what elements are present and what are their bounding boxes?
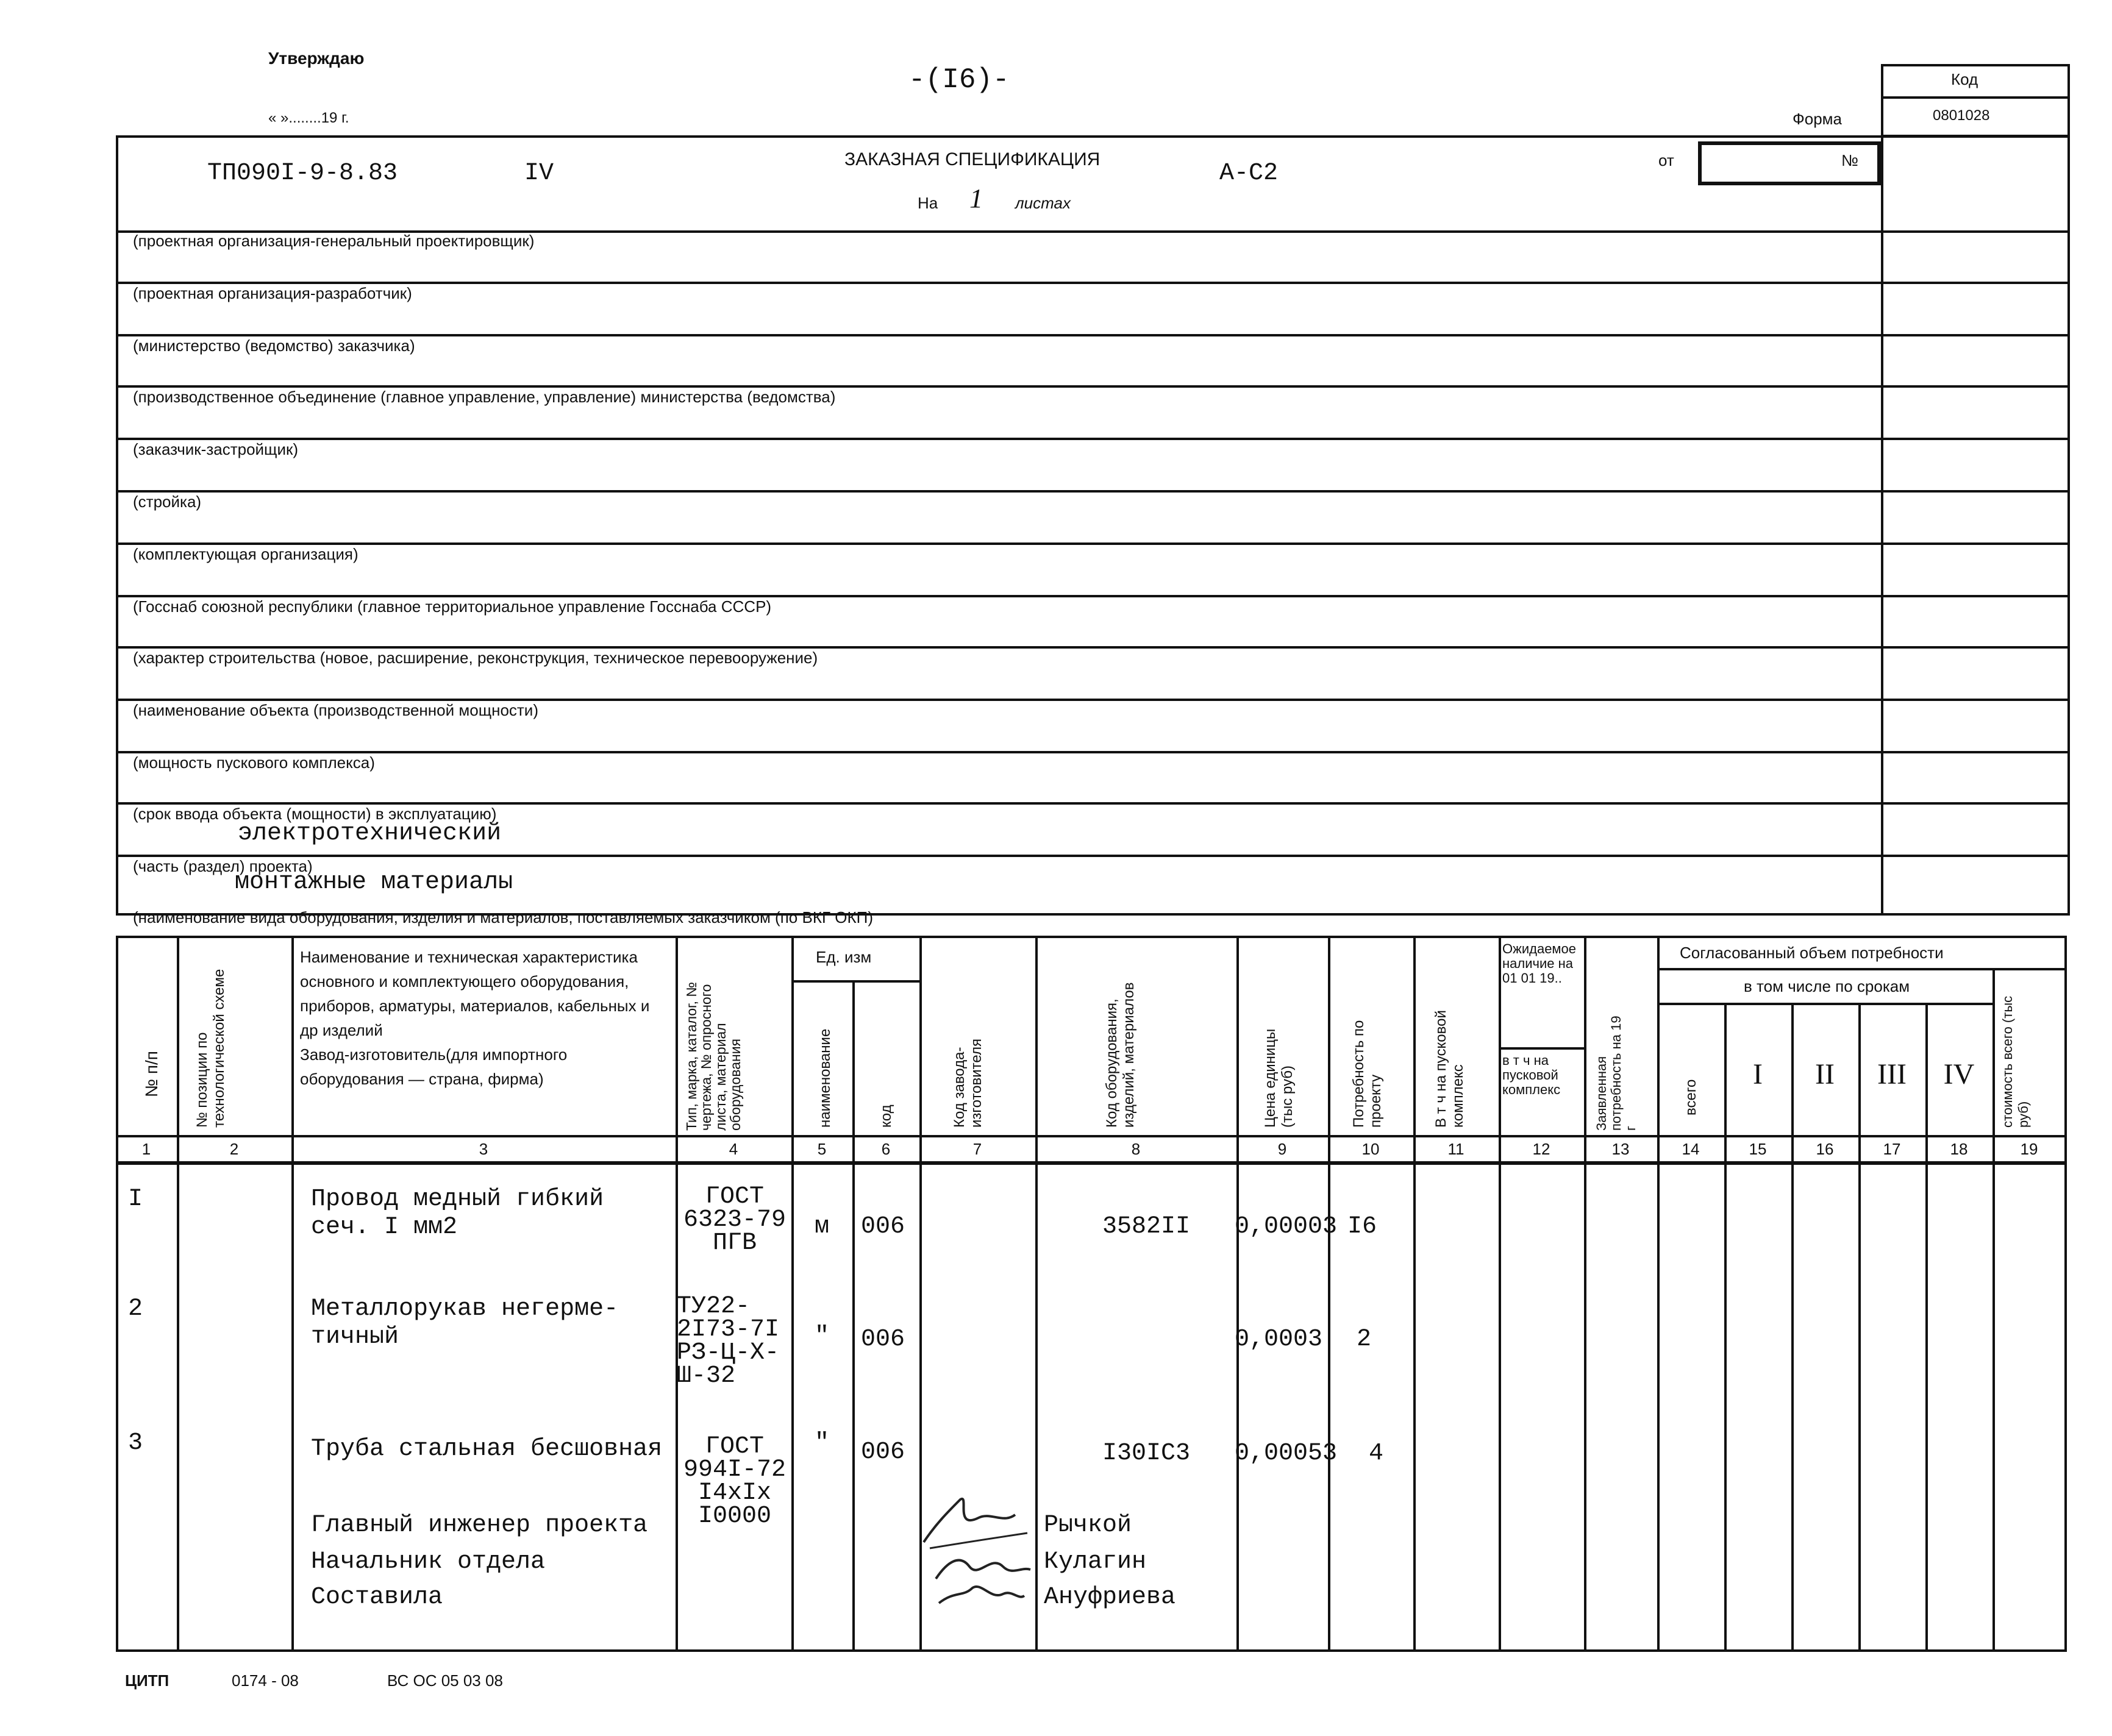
volume-label: IV xyxy=(524,160,554,187)
col-14-header: всего xyxy=(1683,1079,1699,1115)
row-1-name: Провод медный гибкий сеч. I мм2 xyxy=(311,1186,604,1241)
col-8-header: Код оборудования, изделий, материалов xyxy=(1104,982,1137,1128)
col-7-header: Код завода-изготовителя xyxy=(951,1039,985,1128)
col-12-bottom-header: в т ч на пусковой комплекс xyxy=(1502,1053,1561,1097)
row-2-num: 2 xyxy=(128,1295,143,1323)
col-number: 5 xyxy=(817,1140,827,1158)
spec-form-frame xyxy=(116,135,2070,916)
row-1-need: I6 xyxy=(1347,1213,1377,1240)
col-6-header: код xyxy=(878,1105,894,1128)
col-number: 9 xyxy=(1277,1140,1287,1158)
signature-name-compiler: Ануфриева xyxy=(1044,1584,1176,1611)
field-customer: (заказчик-застройщик) xyxy=(133,440,298,458)
col-19-header: стоимость всего (тыс руб) xyxy=(2000,995,2031,1128)
field-construction: (стройка) xyxy=(133,493,202,511)
row-2-need: 2 xyxy=(1357,1326,1372,1353)
col-5-header: наименование xyxy=(817,1028,833,1128)
col-number: 13 xyxy=(1611,1140,1630,1158)
row-3-num: 3 xyxy=(128,1429,143,1457)
signature-name-department-head: Кулагин xyxy=(1044,1548,1147,1576)
row-3-code: 006 xyxy=(861,1439,905,1466)
field-object-name: (наименование объекта (производственной мощности) xyxy=(133,701,538,719)
row-1-code: 006 xyxy=(861,1213,905,1240)
row-2-unit: " xyxy=(814,1323,829,1350)
row-3-type: ГОСТ 994I-72 I4xIx I0000 xyxy=(683,1433,787,1530)
row-1-num: I xyxy=(128,1186,143,1213)
handwritten-signatures xyxy=(912,1475,1046,1615)
col-12-top-header: Ожидаемое наличие на 01 01 19.. xyxy=(1502,941,1577,986)
spec-id: А-С2 xyxy=(1219,160,1279,187)
field-general-designer: (проектная организация-генеральный проектировщик) xyxy=(133,232,535,250)
sheets-suffix: листах xyxy=(1015,194,1071,212)
row-1-type: ГОСТ 6323-79 ПГВ xyxy=(683,1183,787,1257)
sheets-prefix: На xyxy=(918,194,938,212)
col-15-header: I xyxy=(1753,1058,1763,1090)
col-number: 1 xyxy=(141,1140,151,1158)
col-9-header: Цена единицы (тыс руб) xyxy=(1262,1028,1296,1128)
signature-role-department-head: Начальник отдела xyxy=(311,1548,546,1576)
col-number: 19 xyxy=(2020,1140,2038,1158)
kod-label: Код xyxy=(1951,70,1978,88)
row-1-item-code: 3582II xyxy=(1102,1213,1191,1240)
row-1-price: 0,00003 xyxy=(1235,1213,1338,1240)
field-capacity: (мощность пускового комплекса) xyxy=(133,753,375,772)
doc-code: ТП090I-9-8.83 xyxy=(207,160,398,187)
row-3-name: Труба стальная бесшовная xyxy=(311,1435,663,1463)
field-commissioning: (срок ввода объекта (мощности) в эксплуатацию) xyxy=(133,805,497,823)
forma-code: 0801028 xyxy=(1933,107,1990,124)
footer-code-2: ВС ОС 05 03 08 xyxy=(387,1671,503,1690)
col-number: 3 xyxy=(479,1140,488,1158)
sheets-count: 1 xyxy=(969,183,983,213)
col-number: 6 xyxy=(881,1140,891,1158)
row-3-price: 0,00053 xyxy=(1235,1440,1338,1467)
field-construction-type: (характер строительства (новое, расширение, реконструкция, техническое перевооружение) xyxy=(133,649,818,667)
signature-name-chief-engineer: Рычкой xyxy=(1044,1512,1132,1539)
col-number: 16 xyxy=(1816,1140,1834,1158)
ot-label: от xyxy=(1658,151,1674,169)
row-2-type: ТУ22- 2I73-7I РЗ-Ц-Х- Ш-32 xyxy=(677,1293,780,1390)
col-number: 4 xyxy=(729,1140,738,1158)
col-number: 12 xyxy=(1532,1140,1550,1158)
row-2-code: 006 xyxy=(861,1326,905,1353)
number-label: № xyxy=(1841,151,1858,169)
col-15-group-header: в том числе по срокам xyxy=(1744,977,1910,995)
col-number: 18 xyxy=(1950,1140,1968,1158)
field-production-association: (производственное объединение (главное управление, управление) министерства (ведомства) xyxy=(133,388,836,406)
col-18-header: IV xyxy=(1943,1058,1975,1090)
row-3-need: 4 xyxy=(1369,1440,1384,1467)
col-number: 7 xyxy=(972,1140,982,1158)
row-1-unit: м xyxy=(814,1213,829,1240)
page-number: -(I6)- xyxy=(908,64,1010,96)
footer-code-1: 0174 - 08 xyxy=(232,1671,299,1690)
row-3-item-code: I30IC3 xyxy=(1102,1440,1191,1467)
col-number: 14 xyxy=(1682,1140,1700,1158)
approve-label: Утверждаю xyxy=(268,49,365,68)
signature-role-chief-engineer: Главный инженер проекта xyxy=(311,1512,648,1539)
field-supplier: (комплектующая организация) xyxy=(133,545,359,563)
field-ministry: (министерство (ведомство) заказчика) xyxy=(133,336,415,355)
field-project-part: (часть (раздел) проекта) xyxy=(133,857,313,875)
col-10-header: Потребность по проекту xyxy=(1350,1020,1384,1128)
footer-org: ЦИТП xyxy=(125,1671,169,1690)
forma-label: Форма xyxy=(1793,110,1843,128)
field-value-part: электротехнический xyxy=(238,820,502,847)
col-16-header: II xyxy=(1815,1058,1835,1090)
col-3-header: Наименование и техническая характеристика основного и комплектующего оборудования, приборов, арматуры, материалов, кабельных и др изделий Завод-изготовитель(для импортного оборудования — страна, фирма) xyxy=(300,948,650,1088)
col-1-header: № п/п xyxy=(142,1051,161,1097)
col-number: 11 xyxy=(1447,1140,1464,1158)
col-number: 15 xyxy=(1749,1140,1767,1158)
row-2-name: Металлорукав негерме- тичный xyxy=(311,1295,619,1351)
row-3-unit: " xyxy=(814,1429,829,1457)
col-number: 2 xyxy=(229,1140,239,1158)
row-2-price: 0,0003 xyxy=(1235,1326,1323,1353)
date-line: « »........19 г. xyxy=(268,110,349,126)
col-4-header: Тип, марка, каталог, № чертежа, № опросного листа, материал оборудования xyxy=(683,981,743,1131)
col-5-group-header: Ед. изм xyxy=(816,948,872,966)
field-value-kind: монтажные материалы xyxy=(235,869,513,896)
field-developer: (проектная организация-разработчик) xyxy=(133,284,412,302)
signature-role-compiler: Составила xyxy=(311,1584,443,1611)
col-11-header: В т ч на пусковой комплекс xyxy=(1433,1010,1466,1128)
doc-title: ЗАКАЗНАЯ СПЕЦИФИКАЦИЯ xyxy=(844,149,1101,169)
field-equipment-kind: (наименование вида оборудования, изделия и материалов, поставляемых заказчиком (по ВКГ ОКП) xyxy=(133,908,873,927)
col-17-header: III xyxy=(1877,1058,1907,1090)
col-14-group-header: Согласованный объем потребности xyxy=(1680,944,1944,962)
col-2-header: № позиции по технологической схеме xyxy=(194,969,227,1128)
field-gossnab: (Госснаб союзной республики (главное территориальное управление Госснаба СССР) xyxy=(133,597,772,616)
col-number: 8 xyxy=(1131,1140,1141,1158)
col-13-header: Заявленная потребность на 19 г xyxy=(1594,1016,1638,1131)
col-number: 10 xyxy=(1361,1140,1380,1158)
col-number: 17 xyxy=(1883,1140,1901,1158)
